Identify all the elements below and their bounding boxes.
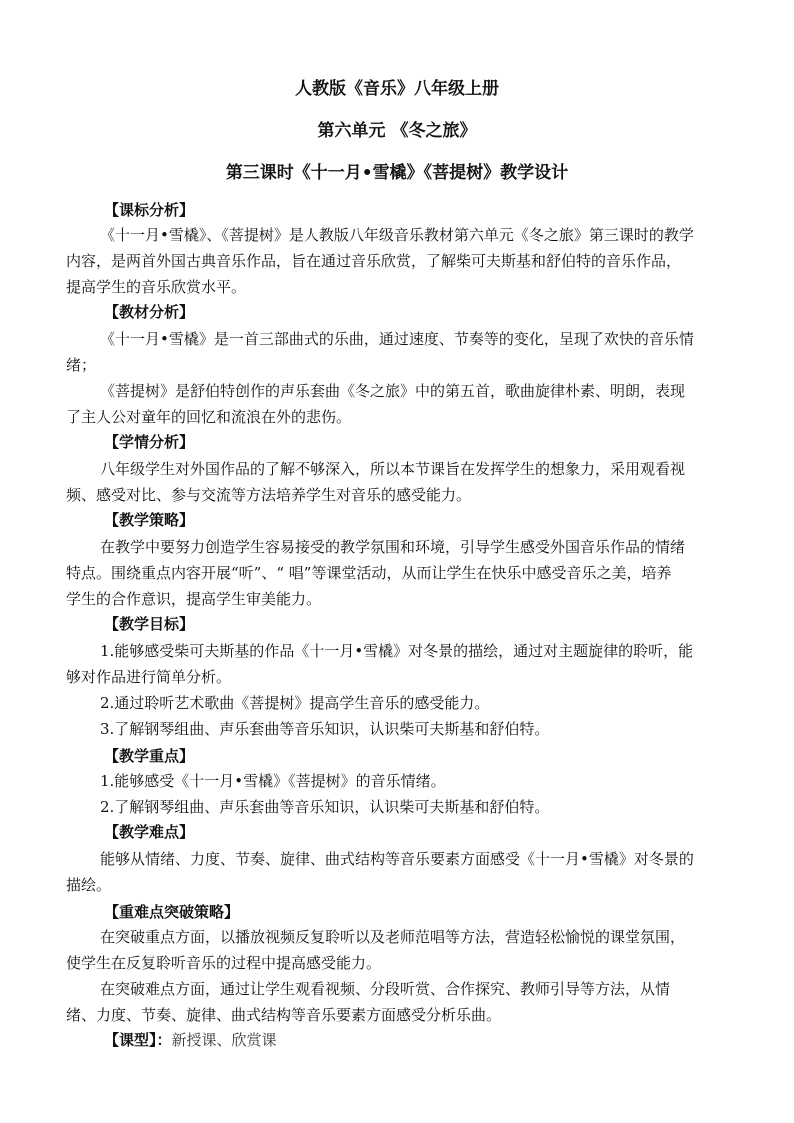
paragraph-line: 1.能够感受柴可夫斯基的作品《十一月•雪橇》对冬景的描绘，通过对主题旋律的聆听，能 xyxy=(100,642,694,660)
paragraph-line: 《十一月•雪橇》、《菩提树》是人教版八年级音乐教材第六单元《冬之旅》第三课时的教学 xyxy=(100,226,694,244)
paragraph-line: 1.能够感受《十一月•雪橇》《菩提树》的音乐情绪。 xyxy=(100,772,446,790)
paragraph-strategy xyxy=(66,534,738,612)
section-heading-strategy: 【教学策略】 xyxy=(104,511,195,529)
paragraph-students xyxy=(66,456,738,508)
section-heading-students: 【学情分析】 xyxy=(104,433,195,451)
paragraph-line: 2.了解钢琴组曲、声乐套曲等音乐知识，认识柴可夫斯基和舒伯特。 xyxy=(100,798,550,816)
section-heading-breakthrough: 【重难点突破策略】 xyxy=(104,903,240,921)
paragraph-objective-2 xyxy=(66,690,738,716)
paragraph-key-point-1 xyxy=(66,768,738,794)
paragraph-textbook-1 xyxy=(66,326,738,378)
paragraph-line: 使学生在反复聆听音乐的过程中提高感受能力。 xyxy=(66,954,382,972)
paragraph-line: 描绘。 xyxy=(66,876,112,894)
paragraph-line: 3.了解钢琴组曲、声乐套曲等音乐知识，认识柴可夫斯基和舒伯特。 xyxy=(100,720,550,738)
paragraph-line: 在教学中要努力创造学生容易接受的教学氛围和环境，引导学生感受外国音乐作品的情绪 xyxy=(100,538,686,556)
section-heading-curriculum: 【课标分析】 xyxy=(104,201,195,219)
section-heading-difficulties: 【教学难点】 xyxy=(104,823,195,841)
paragraph-objective-1 xyxy=(66,638,738,690)
paragraph-line: 八年级学生对外国作品的了解不够深入，所以本节课旨在发挥学生的想象力，采用观看视 xyxy=(100,460,686,478)
paragraph-line: 够对作品进行简单分析。 xyxy=(66,668,232,686)
unit-title: 第六单元 《冬之旅》 xyxy=(317,121,477,141)
paragraph-line: 特点。围绕重点内容开展“听”、“ 唱”等课堂活动，从而让学生在快乐中感受音乐之美，培养 xyxy=(66,564,672,582)
paragraph-difficulties xyxy=(66,846,738,898)
paragraph-line: 学生的合作意识，提高学生审美能力。 xyxy=(66,590,322,608)
paragraph-line: 能够从情绪、力度、节奏、旋律、曲式结构等音乐要素方面感受《十一月•雪橇》对冬景的 xyxy=(100,850,694,868)
paragraph-textbook-2 xyxy=(66,378,738,430)
document-title: 人教版《音乐》八年级上册 xyxy=(295,79,499,99)
lesson-title: 第三课时《十一月•雪橇》《菩提树》教学设计 xyxy=(225,163,569,183)
paragraph-line: 提高学生的音乐欣赏水平。 xyxy=(66,278,247,296)
section-heading-objectives: 【教学目标】 xyxy=(104,615,195,633)
paragraph-line: 内容，是两首外国古典音乐作品，旨在通过音乐欣赏，了解柴可夫斯基和舒伯特的音乐作品， xyxy=(66,252,682,270)
paragraph-line: 频、感受对比、参与交流等方法培养学生对音乐的感受能力。 xyxy=(66,486,472,504)
lesson-type xyxy=(104,1030,277,1050)
section-heading-key-points: 【教学重点】 xyxy=(104,747,195,765)
paragraph-key-point-2 xyxy=(66,794,738,820)
paragraph-objective-3 xyxy=(66,716,738,742)
paragraph-line: 在突破重点方面，以播放视频反复聆听以及老师范唱等方法，营造轻松愉悦的课堂氛围， xyxy=(100,928,686,946)
paragraph-line: 《菩提树》是舒伯特创作的声乐套曲《冬之旅》中的第五首，歌曲旋律朴素、明朗，表现 xyxy=(100,382,686,400)
lesson-type-label: 【课型】： xyxy=(104,1031,172,1049)
paragraph-breakthrough-1 xyxy=(66,924,738,976)
paragraph-line: 2.通过聆听艺术歌曲《菩提树》提高学生音乐的感受能力。 xyxy=(100,694,490,712)
paragraph-line: 在突破难点方面，通过让学生观看视频、分段听赏、合作探究、教师引导等方法，从情 xyxy=(100,980,671,998)
paragraph-line: 了主人公对童年的回忆和流浪在外的悲伤。 xyxy=(66,408,352,426)
paragraph-breakthrough-2 xyxy=(66,976,738,1028)
paragraph-line: 绪； xyxy=(66,356,97,374)
paragraph-line: 《十一月•雪橇》是一首三部曲式的乐曲，通过速度、节奏等的变化，呈现了欢快的音乐情 xyxy=(100,330,694,348)
section-heading-textbook: 【教材分析】 xyxy=(104,303,195,321)
paragraph-curriculum xyxy=(66,222,738,300)
paragraph-line: 绪、力度、节奏、旋律、曲式结构等音乐要素方面感受分析乐曲。 xyxy=(66,1006,502,1024)
lesson-type-value: 新授课、欣赏课 xyxy=(171,1031,277,1049)
